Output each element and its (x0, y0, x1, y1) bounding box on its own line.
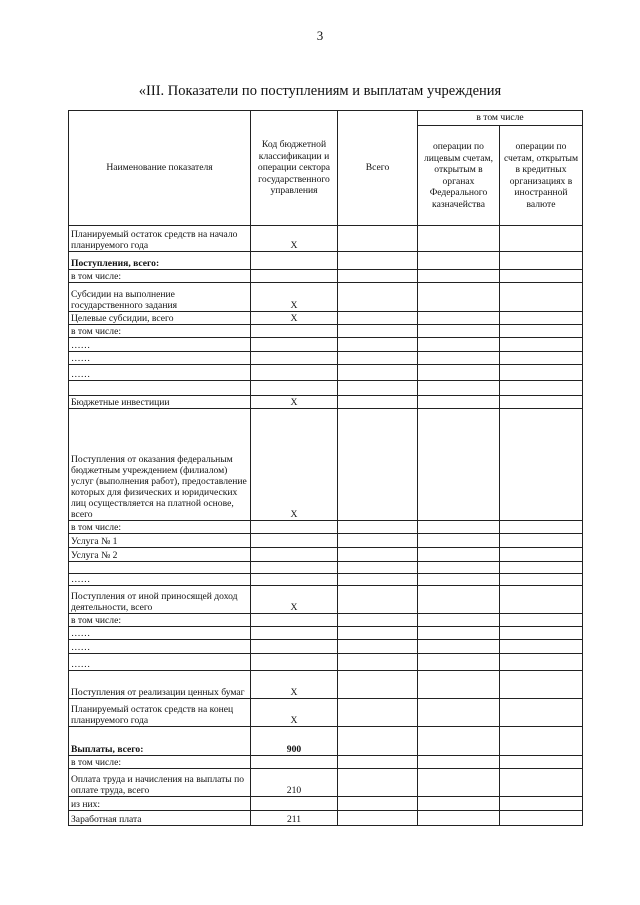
table-body (69, 226, 583, 826)
section-title: «III. Показатели по поступлениям и выплатам учреждения (138, 83, 502, 99)
row-name: Поступления от реализации ценных бумаг (69, 671, 251, 699)
row-total-cell (338, 409, 418, 521)
table-row (69, 548, 583, 562)
row-total-cell (338, 396, 418, 409)
row-total-cell (338, 381, 418, 396)
row-value-cell (418, 312, 500, 325)
row-value-cell (500, 352, 583, 365)
table-row (69, 811, 583, 826)
row-value-cell (500, 586, 583, 614)
row-value-cell (418, 727, 500, 756)
table-row (69, 640, 583, 654)
table-row (69, 574, 583, 586)
row-name: …… (69, 627, 251, 640)
row-name: в том числе: (69, 325, 251, 338)
row-total-cell (338, 252, 418, 270)
row-value-cell (500, 365, 583, 381)
row-total-cell (338, 312, 418, 325)
row-value-cell (418, 338, 500, 352)
row-total-cell (338, 352, 418, 365)
indicators-table (68, 110, 583, 826)
row-code: X (251, 396, 338, 409)
row-total-cell (338, 756, 418, 769)
table-row (69, 338, 583, 352)
row-value-cell (500, 627, 583, 640)
row-value-cell (418, 797, 500, 811)
row-code (251, 521, 338, 534)
header-total: Всего (338, 111, 418, 226)
row-code (251, 574, 338, 586)
table-row (69, 381, 583, 396)
row-code (251, 270, 338, 283)
row-code (251, 654, 338, 671)
row-total-cell (338, 586, 418, 614)
row-value-cell (418, 409, 500, 521)
row-value-cell (500, 756, 583, 769)
table-row (69, 396, 583, 409)
row-name: Оплата труда и начисления на выплаты по оплате труда, всего (69, 769, 251, 797)
row-total-cell (338, 671, 418, 699)
row-code (251, 562, 338, 574)
row-value-cell (500, 270, 583, 283)
row-value-cell (418, 252, 500, 270)
header-treasury-accounts: операции по лицевым счетам, открытым в органах Федерального казначейства (418, 126, 500, 226)
row-value-cell (418, 270, 500, 283)
row-value-cell (500, 283, 583, 312)
row-total-cell (338, 654, 418, 671)
row-name: …… (69, 654, 251, 671)
table-row (69, 654, 583, 671)
row-code (251, 640, 338, 654)
row-name: …… (69, 574, 251, 586)
row-total-cell (338, 797, 418, 811)
table-row (69, 312, 583, 325)
table-row (69, 352, 583, 365)
row-value-cell (500, 396, 583, 409)
row-value-cell (418, 352, 500, 365)
row-value-cell (418, 769, 500, 797)
row-total-cell (338, 574, 418, 586)
row-name: Поступления от иной приносящей доход деятельности, всего (69, 586, 251, 614)
row-name: Субсидии на выполнение государственного задания (69, 283, 251, 312)
row-code (251, 756, 338, 769)
row-value-cell (500, 640, 583, 654)
row-value-cell (418, 811, 500, 826)
row-code: X (251, 283, 338, 312)
row-value-cell (418, 640, 500, 654)
row-value-cell (500, 338, 583, 352)
row-value-cell (500, 671, 583, 699)
row-value-cell (418, 614, 500, 627)
row-value-cell (418, 574, 500, 586)
page-number: 3 (316, 28, 324, 43)
table-row (69, 325, 583, 338)
row-code: X (251, 671, 338, 699)
row-value-cell (418, 521, 500, 534)
row-value-cell (418, 226, 500, 252)
row-name: Поступления от оказания федеральным бюджетным учреждением (филиалом) услуг (выполнения работ), предоставление которых для физических и юридических лиц осуществляется на платной основе, всего (69, 409, 251, 521)
row-code (251, 614, 338, 627)
row-code: 211 (251, 811, 338, 826)
header-code: Код бюджетной классификации и операции сектора государственного управления (251, 111, 338, 226)
row-code (251, 338, 338, 352)
header-foreign-currency-accounts: операции по счетам, открытым в кредитных организациях в иностранной валюте (500, 126, 583, 226)
row-value-cell (418, 654, 500, 671)
row-code: X (251, 699, 338, 727)
row-value-cell (418, 627, 500, 640)
row-value-cell (500, 654, 583, 671)
row-name: в том числе: (69, 521, 251, 534)
table-row (69, 534, 583, 548)
row-value-cell (418, 756, 500, 769)
row-name: Поступления, всего: (69, 252, 251, 270)
row-code (251, 548, 338, 562)
row-code (251, 365, 338, 381)
row-value-cell (418, 396, 500, 409)
row-name: Заработная плата (69, 811, 251, 826)
row-code: 900 (251, 727, 338, 756)
row-value-cell (418, 699, 500, 727)
row-name: в том числе: (69, 614, 251, 627)
row-value-cell (500, 409, 583, 521)
row-value-cell (500, 699, 583, 727)
header-including: в том числе (418, 111, 583, 126)
row-total-cell (338, 627, 418, 640)
table-row (69, 409, 583, 521)
row-name: из них: (69, 797, 251, 811)
row-code: 210 (251, 769, 338, 797)
row-total-cell (338, 338, 418, 352)
table-row (69, 756, 583, 769)
row-code (251, 252, 338, 270)
row-total-cell (338, 325, 418, 338)
table-row (69, 627, 583, 640)
row-name: Бюджетные инвестиции (69, 396, 251, 409)
row-name: в том числе: (69, 270, 251, 283)
table-row (69, 283, 583, 312)
row-value-cell (500, 769, 583, 797)
row-value-cell (418, 325, 500, 338)
row-name: …… (69, 365, 251, 381)
row-name: …… (69, 338, 251, 352)
row-value-cell (418, 562, 500, 574)
row-name: …… (69, 352, 251, 365)
row-code (251, 381, 338, 396)
row-total-cell (338, 534, 418, 548)
row-value-cell (418, 586, 500, 614)
row-code (251, 627, 338, 640)
table-row (69, 797, 583, 811)
row-code (251, 534, 338, 548)
row-total-cell (338, 521, 418, 534)
row-total-cell (338, 548, 418, 562)
row-name: Планируемый остаток средств на конец планируемого года (69, 699, 251, 727)
table-row (69, 521, 583, 534)
row-value-cell (500, 325, 583, 338)
row-total-cell (338, 811, 418, 826)
header-name: Наименование показателя (69, 111, 251, 226)
row-code (251, 352, 338, 365)
table-row (69, 365, 583, 381)
row-value-cell (500, 521, 583, 534)
row-total-cell (338, 365, 418, 381)
row-value-cell (500, 312, 583, 325)
table-row (69, 586, 583, 614)
row-code (251, 325, 338, 338)
row-value-cell (500, 381, 583, 396)
row-value-cell (418, 381, 500, 396)
row-total-cell (338, 640, 418, 654)
row-code: X (251, 226, 338, 252)
row-value-cell (418, 283, 500, 312)
row-value-cell (500, 534, 583, 548)
row-code: X (251, 586, 338, 614)
row-name: …… (69, 640, 251, 654)
table-row (69, 699, 583, 727)
table-row (69, 252, 583, 270)
row-name: Целевые субсидии, всего (69, 312, 251, 325)
table-row (69, 727, 583, 756)
row-value-cell (418, 548, 500, 562)
row-total-cell (338, 614, 418, 627)
table-row (69, 562, 583, 574)
row-total-cell (338, 562, 418, 574)
row-value-cell (500, 548, 583, 562)
row-name: Планируемый остаток средств на начало планируемого года (69, 226, 251, 252)
row-value-cell (418, 671, 500, 699)
row-name (69, 562, 251, 574)
table-row (69, 614, 583, 627)
row-name: Услуга № 2 (69, 548, 251, 562)
table-row (69, 226, 583, 252)
row-value-cell (500, 562, 583, 574)
row-name (69, 381, 251, 396)
row-value-cell (500, 614, 583, 627)
row-total-cell (338, 226, 418, 252)
row-name: Услуга № 1 (69, 534, 251, 548)
row-value-cell (418, 534, 500, 548)
row-value-cell (418, 365, 500, 381)
row-total-cell (338, 283, 418, 312)
row-value-cell (500, 252, 583, 270)
table-row (69, 270, 583, 283)
row-value-cell (500, 574, 583, 586)
row-total-cell (338, 769, 418, 797)
row-total-cell (338, 727, 418, 756)
row-value-cell (500, 797, 583, 811)
row-total-cell (338, 699, 418, 727)
row-total-cell (338, 270, 418, 283)
table-row (69, 671, 583, 699)
row-name: Выплаты, всего: (69, 727, 251, 756)
row-code: X (251, 312, 338, 325)
table-row (69, 769, 583, 797)
row-value-cell (500, 811, 583, 826)
row-name: в том числе: (69, 756, 251, 769)
row-code (251, 797, 338, 811)
row-value-cell (500, 727, 583, 756)
row-code: X (251, 409, 338, 521)
row-value-cell (500, 226, 583, 252)
